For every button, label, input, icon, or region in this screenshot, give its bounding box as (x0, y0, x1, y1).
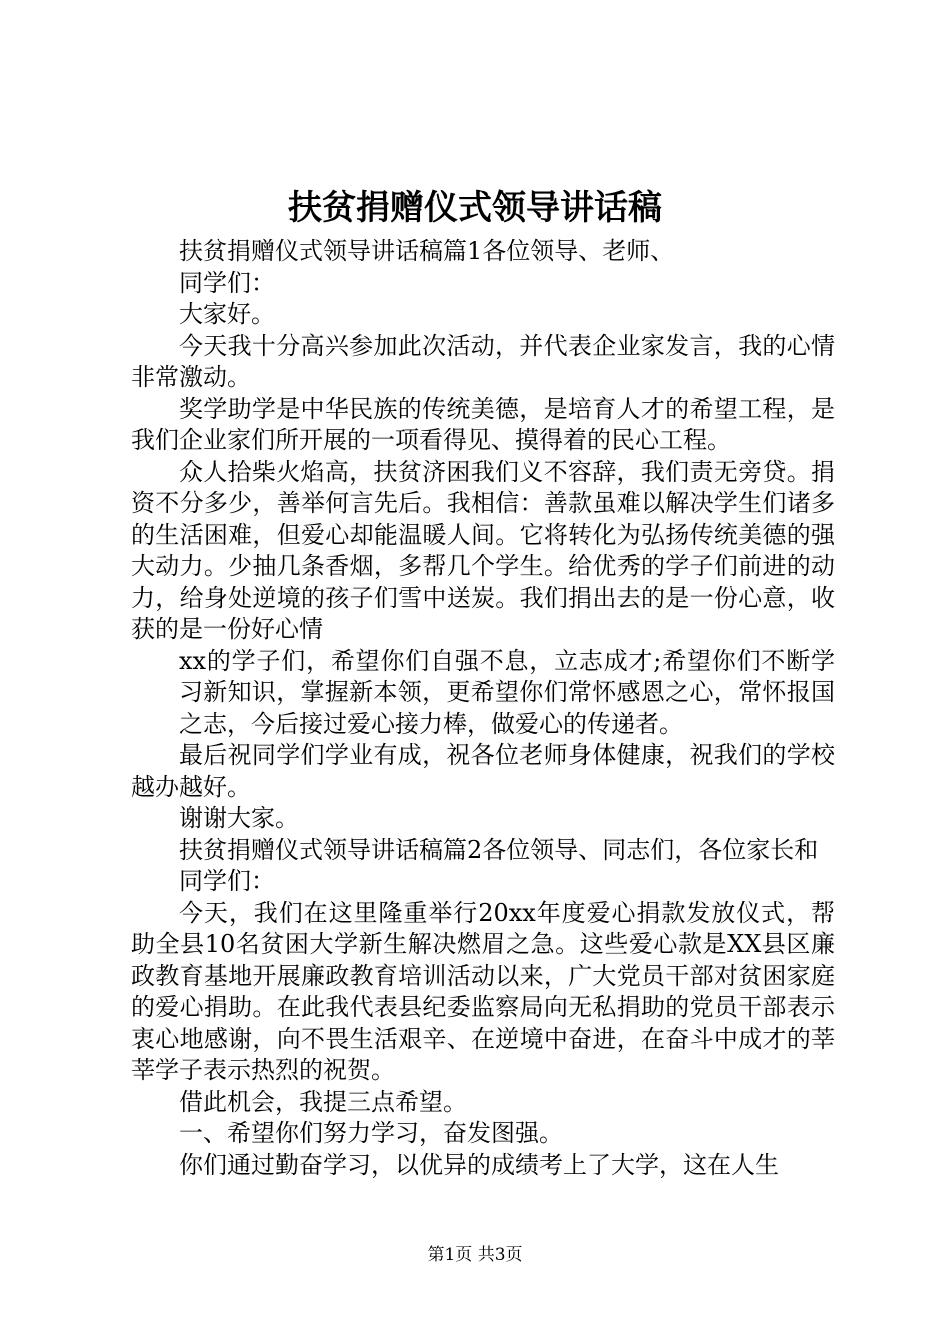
paragraph: 今天我十分高兴参加此次活动，并代表企业家发言，我的心情非常激动。 (131, 331, 835, 391)
paragraph: 扶贫捐赠仪式领导讲话稿篇2各位领导、同志们，各位家长和 (179, 835, 819, 864)
paragraph: 谢谢大家。 (179, 804, 299, 832)
paragraph: 同学们： (179, 867, 275, 895)
paragraph: 大家好。 (179, 300, 275, 328)
paragraph: 同学们： (179, 268, 275, 297)
paragraph: 最后祝同学们学业有成，祝各位老师身体健康，祝我们的学校越办越好。 (131, 741, 835, 801)
paragraph: 一、希望你们努力学习，奋发图强。 (179, 1119, 563, 1147)
page-title: 扶贫捐赠仪式领导讲话稿 (288, 188, 662, 228)
page-footer: 第1页 共3页 (427, 1245, 523, 1265)
paragraph: 你们通过勤奋学习，以优异的成绩考上了大学，这在人生 (179, 1150, 779, 1179)
paragraph: 今天，我们在这里隆重举行20xx年度爱心捐款发放仪式，帮助全县10名贫困大学新生解决燃眉之急。这些爱心款是XX县区廉政教育基地开展廉政教育培训活动以来，广大党员干部对贫困家庭的爱心捐助。在此我代表县纪委监察局向无私捐助的党员干部表示衷心地感谢，向不畏生活艰辛、在逆境中奋进，在奋斗中成才的莘莘学子表示热烈的祝贺。 (131, 898, 835, 1084)
paragraph: xx的学子们，希望你们自强不息，立志成才;希望你们不断学习新知识，掌握新本领，更希望你们常怀感恩之心，常怀报国之志，今后接过爱心接力棒，做爱心的传递者。 (179, 646, 835, 738)
paragraph: 众人拾柴火焰高，扶贫济困我们义不容辞，我们责无旁贷。捐资不分多少，善举何言先后。我相信：善款虽难以解决学生们诸多的生活困难，但爱心却能温暖人间。它将转化为弘扬传统美德的强大动力。少抽几条香烟，多帮几个学生。给优秀的学子们前进的动力，给身处逆境的孩子们雪中送炭。我们捐出去的是一份心意，收获的是一份好心情 (131, 457, 835, 643)
paragraph: 借此机会，我提三点希望。 (179, 1087, 467, 1116)
document-body (131, 236, 835, 1181)
paragraph: 奖学助学是中华民族的传统美德，是培育人才的希望工程，是我们企业家们所开展的一项看得见、摸得着的民心工程。 (131, 394, 835, 454)
paragraph: 扶贫捐赠仪式领导讲话稿篇1各位领导、老师、 (179, 237, 675, 265)
